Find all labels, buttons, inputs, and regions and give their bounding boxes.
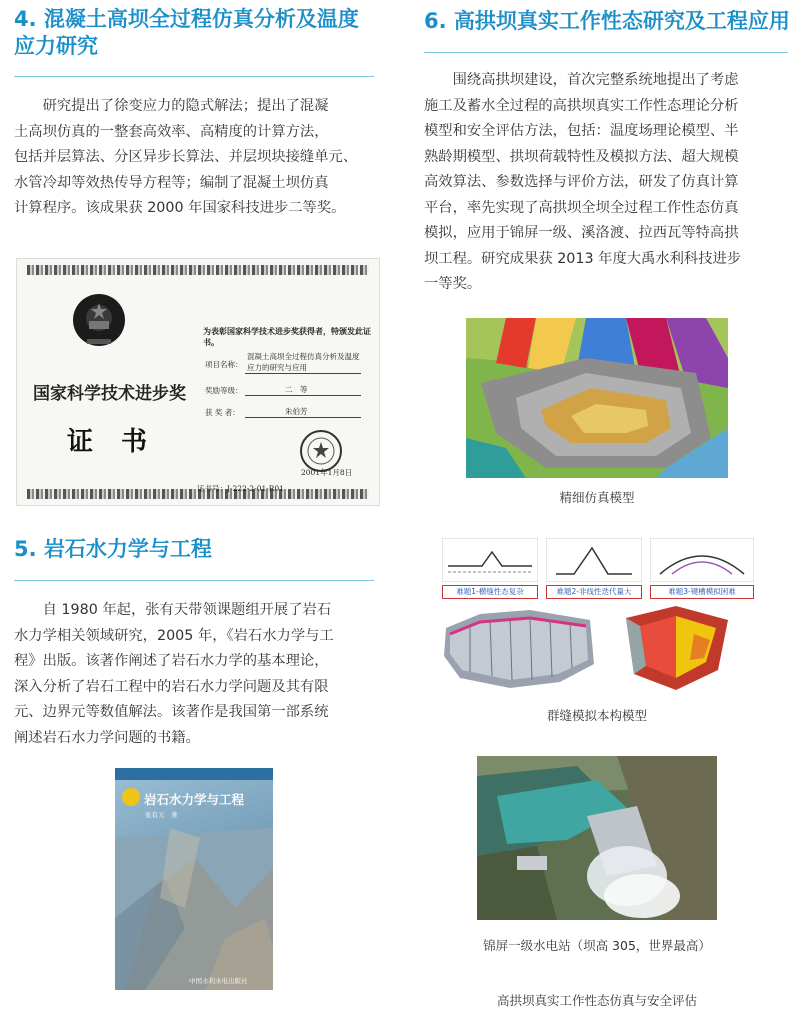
section-4-para-line: 土高坝仿真的一整套高效率、高精度的计算方法， <box>14 123 329 140</box>
fine-simulation-model-image <box>466 318 728 478</box>
certificate-border-top <box>27 265 369 275</box>
section-4-divider <box>14 76 374 77</box>
section-4-title-line2: 应力研究 <box>14 34 98 58</box>
diagram-shear-key <box>650 538 754 582</box>
problem-label-2: 难题2-非线性迭代量大 <box>546 585 642 599</box>
section-5-para-line: 深入分析了岩石工程中的岩石水力学问题及其有限 <box>14 678 329 695</box>
certificate-project-label: 项目名称： <box>205 360 243 369</box>
section-4-title-line1: 4. 混凝土高坝全过程仿真分析及温度 <box>14 7 359 31</box>
caption-fine-model: 精细仿真模型 <box>559 490 635 505</box>
section-5-para-line: 元、边界元等数值解法。该著作是我国第一部系统 <box>14 704 329 720</box>
certificate-header: 为表彰国家科学技术进步奖获得者，特颁发此证书。 <box>203 326 371 347</box>
section-5-body <box>14 598 376 751</box>
award-certificate-image <box>16 258 380 506</box>
problem-label-1: 难题1-横缝性态复杂 <box>442 585 538 599</box>
section-6-para-line: 坝工程。研究成果获 2013 年度大禹水利科技进步 <box>424 250 742 267</box>
caption-footer: 高拱坝真实工作性态仿真与安全评估 <box>496 993 697 1008</box>
section-5-divider <box>14 580 374 581</box>
joint-problem-diagrams <box>442 538 754 598</box>
certificate-number: 证书号：J-222-2-01-R01 <box>197 484 284 493</box>
section-4-para-line: 水管冷却等效热传导方程等；编制了混凝土坝仿真 <box>14 174 329 191</box>
problem-label-3: 难题3-键槽模拟困难 <box>650 585 754 599</box>
book-top-bar <box>115 768 273 780</box>
certificate-winner-value: 朱伯芳 <box>285 407 308 416</box>
certificate-grade-label: 奖励等级： <box>205 386 243 395</box>
section-5-para-line: 自 1980 年起，张有天带领课题组开展了岩石 <box>14 602 332 618</box>
section-4-heading <box>14 6 394 60</box>
certificate-word: 证书 <box>67 427 176 457</box>
section-6-para-line: 模拟，应用于锦屏一级、溪洛渡、拉西瓦等特高拱 <box>424 225 739 241</box>
section-6-para-line: 平台，率先实现了高拱坝全坝全过程工作性态仿真 <box>424 199 739 216</box>
book-author: 张有天 著 <box>145 811 178 819</box>
national-emblem-icon <box>69 291 129 349</box>
certificate-award-name: 国家科学技术进步奖 <box>33 384 186 404</box>
jinping-hydropower-photo <box>477 756 717 920</box>
diagram-shear-joint <box>442 538 538 582</box>
section-4-para-line: 包括并层算法、分区异步长算法、并层坝块接缝单元、 <box>14 149 358 165</box>
certificate-project-value-2: 应力的研究与应用 <box>247 363 307 372</box>
section-6-para-line: 一等奖。 <box>424 276 482 292</box>
certificate-project-value-1: 混凝土高坝全过程仿真分析及温度 <box>247 352 360 361</box>
section-6-para-line: 熟龄期模型、拱坝荷载特性及模拟方法、超大规模 <box>424 148 739 165</box>
section-6-para-line: 围绕高拱坝建设，首次完整系统地提出了考虑 <box>424 72 739 88</box>
section-4-para-line: 计算程序。该成果获 2000 年国家科技进步二等奖。 <box>14 200 346 216</box>
certificate-grade-value: 二 等 <box>285 385 308 394</box>
section-5-para-line: 阐述岩石水力学问题的书籍。 <box>14 729 200 746</box>
book-publisher: 中国水利水电出版社 <box>189 977 248 985</box>
section-6-body <box>424 68 788 298</box>
shear-key-model-image <box>606 600 746 700</box>
section-5-para-line: 水力学相关领域研究，2005 年，《岩石水力学与工 <box>14 627 334 644</box>
section-6-para-line: 施工及蓄水全过程的高拱坝真实工作性态理论分析 <box>424 97 739 114</box>
section-6-divider <box>424 52 788 53</box>
section-4-body <box>14 94 376 222</box>
section-6-para-line: 模型和安全评估方法，包括：温度场理论模型、半 <box>424 123 739 139</box>
caption-jinping-station: 锦屏一级水电站（坝高 305，世界最高） <box>483 938 711 953</box>
book-cover-image <box>115 768 273 990</box>
caption-joint-model: 群缝模拟本构模型 <box>546 708 647 723</box>
certificate-winner-label: 获 奖 者： <box>205 408 240 417</box>
section-6-title: 6. 高拱坝真实工作性态研究及工程应用 <box>424 9 790 33</box>
section-5-para-line: 程》出版。该著作阐述了岩石水力学的基本理论， <box>14 653 329 669</box>
section-5-title: 5. 岩石水力学与工程 <box>14 537 212 561</box>
certificate-date: 2001年1月8日 <box>301 468 353 477</box>
section-6-para-line: 高效算法、参数选择与评价方法，研发了仿真计算 <box>424 174 739 190</box>
book-title: 岩石水力学与工程 <box>144 792 245 807</box>
section-4-para-line: 研究提出了徐变应力的隐式解法；提出了混凝 <box>14 98 329 114</box>
diagram-nonlinear-iteration <box>546 538 642 582</box>
dam-joint-mesh-image <box>440 604 600 700</box>
publisher-logo-icon <box>122 788 140 806</box>
